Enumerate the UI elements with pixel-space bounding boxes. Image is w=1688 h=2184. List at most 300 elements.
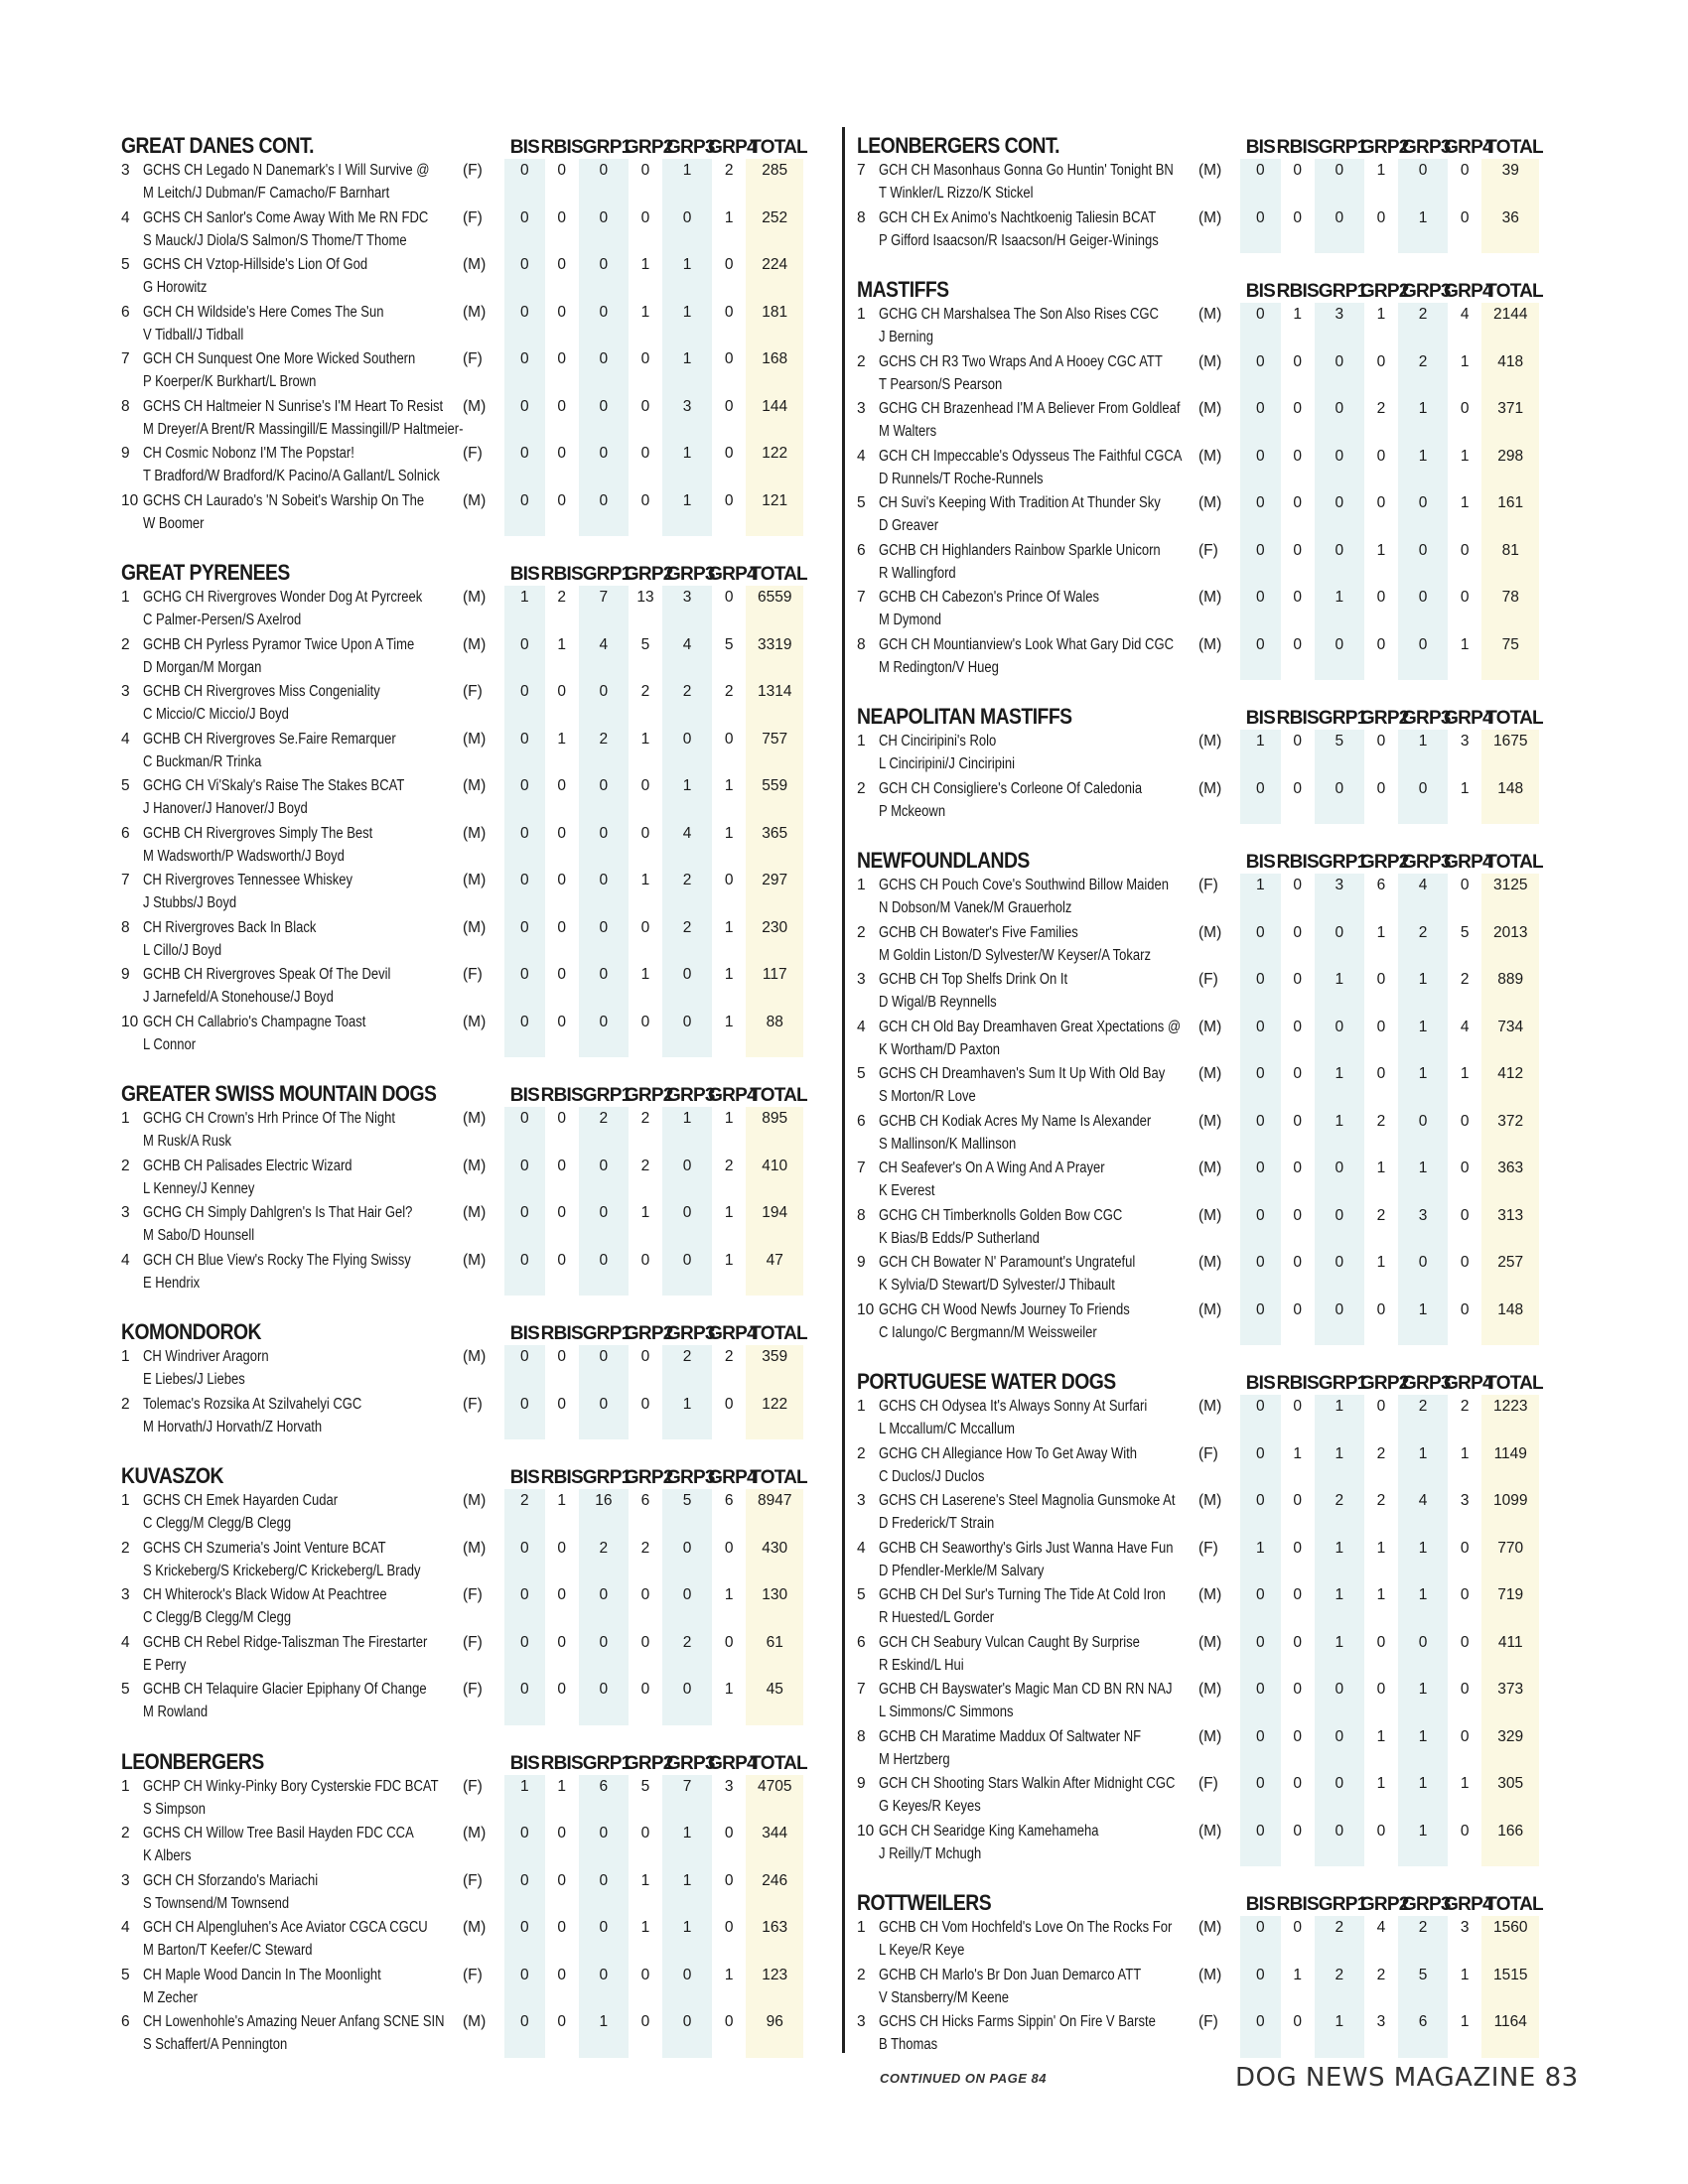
value-bis: 0 [520,1157,529,1174]
breed-title: KOMONDOROK [121,1319,261,1344]
value-grp2: 2 [1376,1492,1386,1509]
value-grp4: 1 [1460,1065,1470,1082]
dog-name: GCHB CH Palisades Electric Wizard [143,1157,352,1174]
value-total: 96 [766,2013,783,2030]
rank-number: 5 [857,1065,866,1082]
value-rbis: 0 [1293,1018,1303,1035]
value-bis: 0 [520,1871,529,1889]
value-total: 39 [1501,162,1519,179]
breed-section [121,554,826,1057]
table-row [121,1155,826,1202]
value-rbis: 0 [1293,1398,1303,1415]
value-rbis: 0 [1293,1206,1303,1224]
column-header-total: TOTAL [1485,708,1543,729]
rank-number: 10 [857,1822,875,1840]
value-grp2: 0 [640,350,650,367]
dog-info [879,539,1161,587]
dog-name: GCHG CH Wood Newfs Journey To Friends [879,1300,1130,1318]
column-header-grp3: GRP3 [666,1085,715,1106]
value-bis: 0 [1256,1398,1265,1415]
breed-section [857,1884,1562,2058]
owners: T Winkler/L Rizzo/K Stickel [879,185,1034,202]
value-grp3: 0 [682,2013,692,2030]
table-row [857,1157,1562,1204]
value-grp4: 4 [1460,306,1470,323]
value-rbis: 0 [557,1681,567,1698]
rank-number: 8 [857,1206,866,1224]
owners: M Rusk/A Rusk [143,1133,232,1150]
dog-info [879,730,1147,777]
value-grp3: 0 [682,1157,692,1174]
column-header-grp2: GRP2 [1359,1373,1409,1394]
dog-info [879,303,1159,350]
dog-name: GCHB CH Telaquire Glacier Epiphany Of Change [143,1681,427,1698]
value-grp2: 0 [1376,352,1386,370]
value-bis: 0 [1256,779,1265,797]
value-grp1: 0 [1335,779,1344,797]
value-total: 305 [1497,1775,1524,1792]
value-grp1: 0 [599,1966,609,1983]
sex-marker: (M) [1198,779,1222,797]
rank-number: 5 [121,777,130,794]
owners: J Hanover/J Hanover/J Boyd [143,800,308,817]
column-header-bis: BIS [1245,1373,1275,1394]
value-grp2: 0 [640,1251,650,1269]
value-grp4: 0 [1460,162,1470,179]
value-total: 252 [762,208,788,226]
dog-info [143,1249,411,1297]
dog-name: GCHB CH Rivergroves Speak Of The Devil [143,966,391,983]
value-grp4: 5 [1460,923,1470,941]
sex-marker: (M) [1198,1727,1222,1745]
table-row [857,633,1562,681]
column-header-grp4: GRP4 [708,1085,757,1106]
table-row [121,869,826,916]
value-grp4: 3 [724,1777,734,1795]
value-rbis: 0 [1293,589,1303,606]
table-row [121,916,826,964]
value-total: 298 [1497,447,1524,465]
table-row [121,395,826,443]
value-total: 45 [766,1681,783,1698]
sex-marker: (M) [463,1110,487,1127]
value-grp2: 2 [1376,400,1386,417]
value-grp4: 0 [724,1395,734,1413]
value-grp1: 0 [1335,1822,1344,1840]
owners: P Mckeown [879,802,946,820]
owners: C Buckman/R Trinka [143,752,262,770]
dog-info [143,633,415,681]
column-header-rbis: RBIS [540,1467,583,1488]
rank-number: 4 [121,1919,130,1936]
rank-number: 3 [857,971,866,988]
owners: P Gifford Isaacson/R Isaacson/H Geiger-Winings [879,231,1159,249]
dog-name: GCHP CH Winky-Pinky Bory Cysterskie FDC BCAT [143,1777,439,1795]
dog-info [879,1678,1173,1725]
value-grp4: 0 [1460,541,1470,559]
value-grp4: 1 [724,1251,734,1269]
table-row [121,822,826,870]
value-bis: 0 [520,303,529,321]
value-grp1: 1 [1335,1112,1344,1130]
value-bis: 2 [520,1492,529,1509]
rank-number: 1 [121,1777,130,1795]
value-bis: 1 [520,1777,529,1795]
value-bis: 0 [1256,1160,1265,1176]
value-grp4: 0 [724,397,734,415]
value-bis: 0 [520,872,529,888]
dog-name: GCHB CH Top Shelfs Drink On It [879,971,1068,988]
value-grp2: 0 [640,1825,650,1842]
value-grp1: 0 [1335,1300,1344,1318]
value-grp4: 0 [1460,1633,1470,1651]
value-rbis: 0 [1293,1254,1303,1271]
dog-info [143,680,411,728]
value-grp2: 3 [1376,2013,1386,2030]
value-grp3: 0 [1418,635,1428,653]
value-rbis: 0 [557,1966,567,1983]
dog-info [879,1204,1147,1252]
value-grp1: 0 [1335,923,1344,941]
dog-name: GCHS CH R3 Two Wraps And A Hooey CGC ATT [879,352,1163,370]
sex-marker: (M) [1198,1586,1222,1603]
value-rbis: 0 [1293,1822,1303,1840]
value-grp2: 1 [1376,1254,1386,1271]
table-row [121,1537,826,1584]
value-bis: 0 [1256,447,1265,465]
value-grp1: 2 [599,1539,609,1557]
value-grp3: 2 [682,1633,692,1651]
table-row [857,491,1562,539]
value-grp1: 0 [599,1871,609,1889]
value-grp4: 0 [724,1871,734,1889]
column-header-grp1: GRP1 [1318,1373,1367,1394]
sex-marker: (M) [1198,923,1222,941]
table-row [121,774,826,822]
value-total: 757 [762,730,788,748]
value-grp2: 0 [640,1586,650,1603]
value-total: 6559 [757,589,792,606]
column-header-grp4: GRP4 [708,564,757,585]
dog-info [143,1155,411,1202]
value-bis: 1 [1256,1539,1265,1557]
value-grp3: 1 [1418,1822,1428,1840]
value-grp3: 1 [1418,1300,1428,1318]
value-bis: 0 [1256,1065,1265,1082]
table-row [857,1583,1562,1631]
value-grp4: 1 [1460,494,1470,511]
value-grp3: 0 [1418,541,1428,559]
breed-title: GREATER SWISS MOUNTAIN DOGS [121,1081,437,1106]
owners: M Leitch/J Dubman/F Camacho/F Barnhart [143,185,390,202]
sex-marker: (M) [463,730,487,748]
column-header-total: TOTAL [750,1323,807,1344]
value-rbis: 0 [557,1871,567,1889]
column-header-bis: BIS [1245,137,1275,158]
dog-name: GCH CH Old Bay Dreamhaven Great Xpectations @ [879,1018,1182,1035]
value-bis: 0 [520,1633,529,1651]
value-grp4: 0 [1460,1206,1470,1224]
column-header-grp3: GRP3 [666,137,715,158]
sex-marker: (M) [1198,733,1222,750]
value-total: 410 [762,1157,788,1174]
value-grp2: 2 [1376,1206,1386,1224]
sex-marker: (M) [463,635,487,653]
dog-name: GCHB CH Vom Hochfeld's Love On The Rocks For [879,1919,1173,1936]
value-bis: 0 [1256,1254,1265,1271]
rank-number: 3 [121,162,130,179]
value-grp4: 1 [724,1681,734,1698]
value-total: 1149 [1493,1444,1527,1462]
value-bis: 0 [1256,1681,1265,1698]
dog-name: GCHB CH Kodiak Acres My Name Is Alexander [879,1112,1152,1130]
value-grp1: 0 [599,350,609,367]
owners: K Wortham/D Paxton [879,1040,1001,1058]
value-bis: 0 [1256,1727,1265,1745]
value-grp1: 0 [599,824,609,842]
dog-name: GCH CH Searidge King Kamehameha [879,1822,1099,1840]
value-grp4: 5 [724,635,734,653]
value-grp4: 1 [724,1966,734,1983]
value-grp2: 0 [1376,447,1386,465]
value-grp2: 0 [640,1013,650,1030]
value-grp4: 0 [1460,589,1470,606]
dog-name: GCHS CH Laurado's 'N Sobeit's Warship On The [143,491,425,509]
table-row [121,1822,826,1869]
value-bis: 0 [1256,208,1265,226]
dog-info [143,489,425,537]
value-grp2: 0 [640,918,650,936]
value-total: 297 [762,872,788,888]
owners: E Liebes/J Liebes [143,1371,245,1388]
column-header-rbis: RBIS [540,564,583,585]
table-row [857,1110,1562,1158]
breed-section [121,1457,826,1725]
column-header-grp1: GRP1 [582,1085,632,1106]
column-header-grp1: GRP1 [1318,708,1367,729]
value-grp2: 13 [636,589,654,606]
value-grp1: 0 [599,256,609,273]
rank-number: 3 [857,2013,866,2030]
value-grp2: 1 [1376,1775,1386,1792]
column-header-grp4: GRP4 [1444,852,1492,873]
value-grp1: 1 [599,2013,609,2030]
value-grp3: 1 [682,1919,692,1936]
sex-marker: (F) [1198,1775,1218,1792]
sex-marker: (M) [463,589,487,606]
value-rbis: 0 [1293,1919,1303,1936]
section-header [121,1075,826,1107]
value-total: 3125 [1492,877,1528,893]
value-total: 734 [1497,1018,1524,1035]
value-bis: 0 [520,1919,529,1936]
breed-title: ROTTWEILERS [857,1890,992,1915]
value-grp2: 0 [640,1966,650,1983]
value-grp1: 16 [595,1492,613,1509]
value-grp2: 2 [640,1157,650,1174]
dog-name: GCHB CH Maratime Maddux Of Saltwater NF [879,1727,1142,1745]
value-rbis: 0 [1293,971,1303,988]
rank-number: 8 [857,208,866,226]
sex-marker: (F) [1198,971,1218,988]
value-rbis: 0 [557,824,567,842]
value-grp3: 0 [1418,1112,1428,1130]
owners: D Frederick/T Strain [879,1515,995,1532]
rank-number: 5 [121,1966,130,1983]
column-header-grp4: GRP4 [1444,281,1492,302]
column-header-grp3: GRP3 [1402,1894,1451,1915]
table-row [121,489,826,537]
value-total: 430 [762,1539,788,1557]
value-rbis: 0 [1293,923,1303,941]
value-total: 559 [762,777,788,794]
column-header-total: TOTAL [750,1085,807,1106]
value-grp2: 1 [640,1204,650,1221]
dog-info [143,347,416,395]
value-grp4: 0 [1460,1586,1470,1603]
value-grp2: 1 [640,730,650,748]
value-grp4: 0 [1460,1681,1470,1698]
column-header-grp1: GRP1 [1318,1894,1367,1915]
dog-name: GCHB CH Bayswater's Magic Man CD BN RN NAJ [879,1681,1173,1698]
column-header-grp2: GRP2 [624,1467,673,1488]
value-grp1: 1 [1335,1539,1344,1557]
dog-name: GCHB CH Rivergroves Se.Faire Remarquer [143,730,396,748]
breed-title: GREAT PYRENEES [121,560,290,585]
value-grp1: 0 [599,1204,609,1221]
value-rbis: 0 [1293,1300,1303,1318]
value-rbis: 0 [1293,1633,1303,1651]
owners: J Stubbs/J Boyd [143,894,237,911]
value-grp1: 2 [599,1110,609,1127]
value-rbis: 0 [557,1586,567,1603]
column-header-grp1: GRP1 [582,564,632,585]
sex-marker: (F) [1198,877,1218,893]
column-header-grp3: GRP3 [666,1752,715,1774]
owners: L Kenney/J Kenney [143,1179,255,1197]
value-grp4: 0 [724,350,734,367]
value-grp2: 0 [1376,1681,1386,1698]
value-grp4: 0 [724,1919,734,1936]
owners: S Krickeberg/S Krickeberg/C Krickeberg/L Brady [143,1562,421,1579]
table-row [857,1916,1562,1964]
value-grp1: 2 [1335,1919,1344,1936]
value-grp3: 0 [682,1539,692,1557]
rank-number: 3 [857,400,866,417]
value-grp2: 2 [1376,1112,1386,1130]
value-grp3: 0 [1418,589,1428,606]
value-grp2: 1 [1376,1160,1386,1176]
dog-name: GCHB CH Del Sur's Turning The Tide At Cold Iron [879,1586,1166,1603]
dog-info [879,1583,1166,1631]
dog-name: GCH CH Impeccable's Odysseus The Faithful CGCA [879,447,1183,465]
value-rbis: 0 [557,445,567,462]
value-grp4: 1 [724,824,734,842]
dog-name: GCHS CH Odysea It's Always Sonny At Surfari [879,1398,1148,1415]
owners: E Perry [143,1656,187,1674]
dog-name: GCH CH Mountianview's Look What Gary Did CGC [879,635,1174,653]
value-grp3: 5 [682,1492,692,1509]
value-grp3: 1 [1418,1444,1428,1462]
value-grp3: 7 [682,1777,692,1795]
value-total: 168 [762,350,788,367]
sex-marker: (M) [1198,589,1222,606]
dog-name: GCH CH Consigliere's Corleone Of Caledonia [879,779,1143,797]
dog-info [143,1107,411,1155]
value-rbis: 0 [557,1825,567,1842]
rank-number: 8 [121,918,130,936]
rank-number: 9 [857,1775,866,1792]
sex-marker: (F) [463,1586,483,1603]
value-bis: 0 [520,966,529,983]
value-grp2: 1 [640,966,650,983]
value-bis: 0 [1256,1633,1265,1651]
right-column [857,127,1562,2076]
value-rbis: 0 [557,2013,567,2030]
value-grp1: 2 [599,730,609,748]
table-row [857,1251,1562,1298]
value-grp3: 5 [1418,1966,1428,1983]
column-header-rbis: RBIS [540,1085,583,1106]
table-row [857,1772,1562,1820]
value-grp1: 1 [1335,1633,1344,1651]
owners: N Dobson/M Vanek/M Grauerholz [879,899,1072,916]
value-grp3: 4 [682,824,692,842]
column-header-grp3: GRP3 [1402,852,1451,873]
column-header-rbis: RBIS [540,1752,583,1774]
table-row [121,1201,826,1249]
owners: M Sabo/D Hounsell [143,1227,255,1244]
owners: J Jarnefeld/A Stonehouse/J Boyd [143,989,334,1006]
value-grp4: 1 [1460,635,1470,653]
dog-name: GCHS CH Hicks Farms Sippin' On Fire V Barste [879,2013,1156,2030]
value-grp1: 0 [1335,352,1344,370]
column-header-bis: BIS [1245,708,1275,729]
value-grp3: 1 [682,1871,692,1889]
value-total: 412 [1497,1065,1524,1082]
value-rbis: 0 [557,397,567,415]
value-grp3: 4 [682,635,692,653]
sex-marker: (M) [1198,1966,1222,1983]
dog-name: GCH CH Shooting Stars Walkin After Midnight CGC [879,1775,1176,1792]
owners: S Morton/R Love [879,1088,976,1105]
value-bis: 0 [520,162,529,179]
value-grp3: 1 [682,303,692,321]
value-grp4: 3 [1460,1919,1470,1936]
value-grp2: 0 [1376,494,1386,511]
owners: M Zecher [143,1988,198,2006]
value-rbis: 0 [1293,877,1303,893]
value-rbis: 0 [557,1348,567,1365]
sex-marker: (M) [463,824,487,842]
owners: L Keye/R Keye [879,1942,965,1959]
column-header-grp3: GRP3 [1402,1373,1451,1394]
owners: G Horowitz [143,279,208,296]
table-row [857,1298,1562,1346]
value-grp3: 2 [1418,306,1428,323]
dog-info [879,1157,1147,1204]
value-grp1: 2 [1335,1492,1344,1509]
value-rbis: 0 [1293,352,1303,370]
section-header [121,127,826,159]
dog-info [879,1537,1174,1584]
value-rbis: 0 [557,1919,567,1936]
dog-info [879,1062,1166,1110]
value-grp2: 1 [1376,1727,1386,1745]
value-grp2: 1 [1376,162,1386,179]
value-bis: 0 [520,2013,529,2030]
sex-marker: (F) [463,966,483,983]
